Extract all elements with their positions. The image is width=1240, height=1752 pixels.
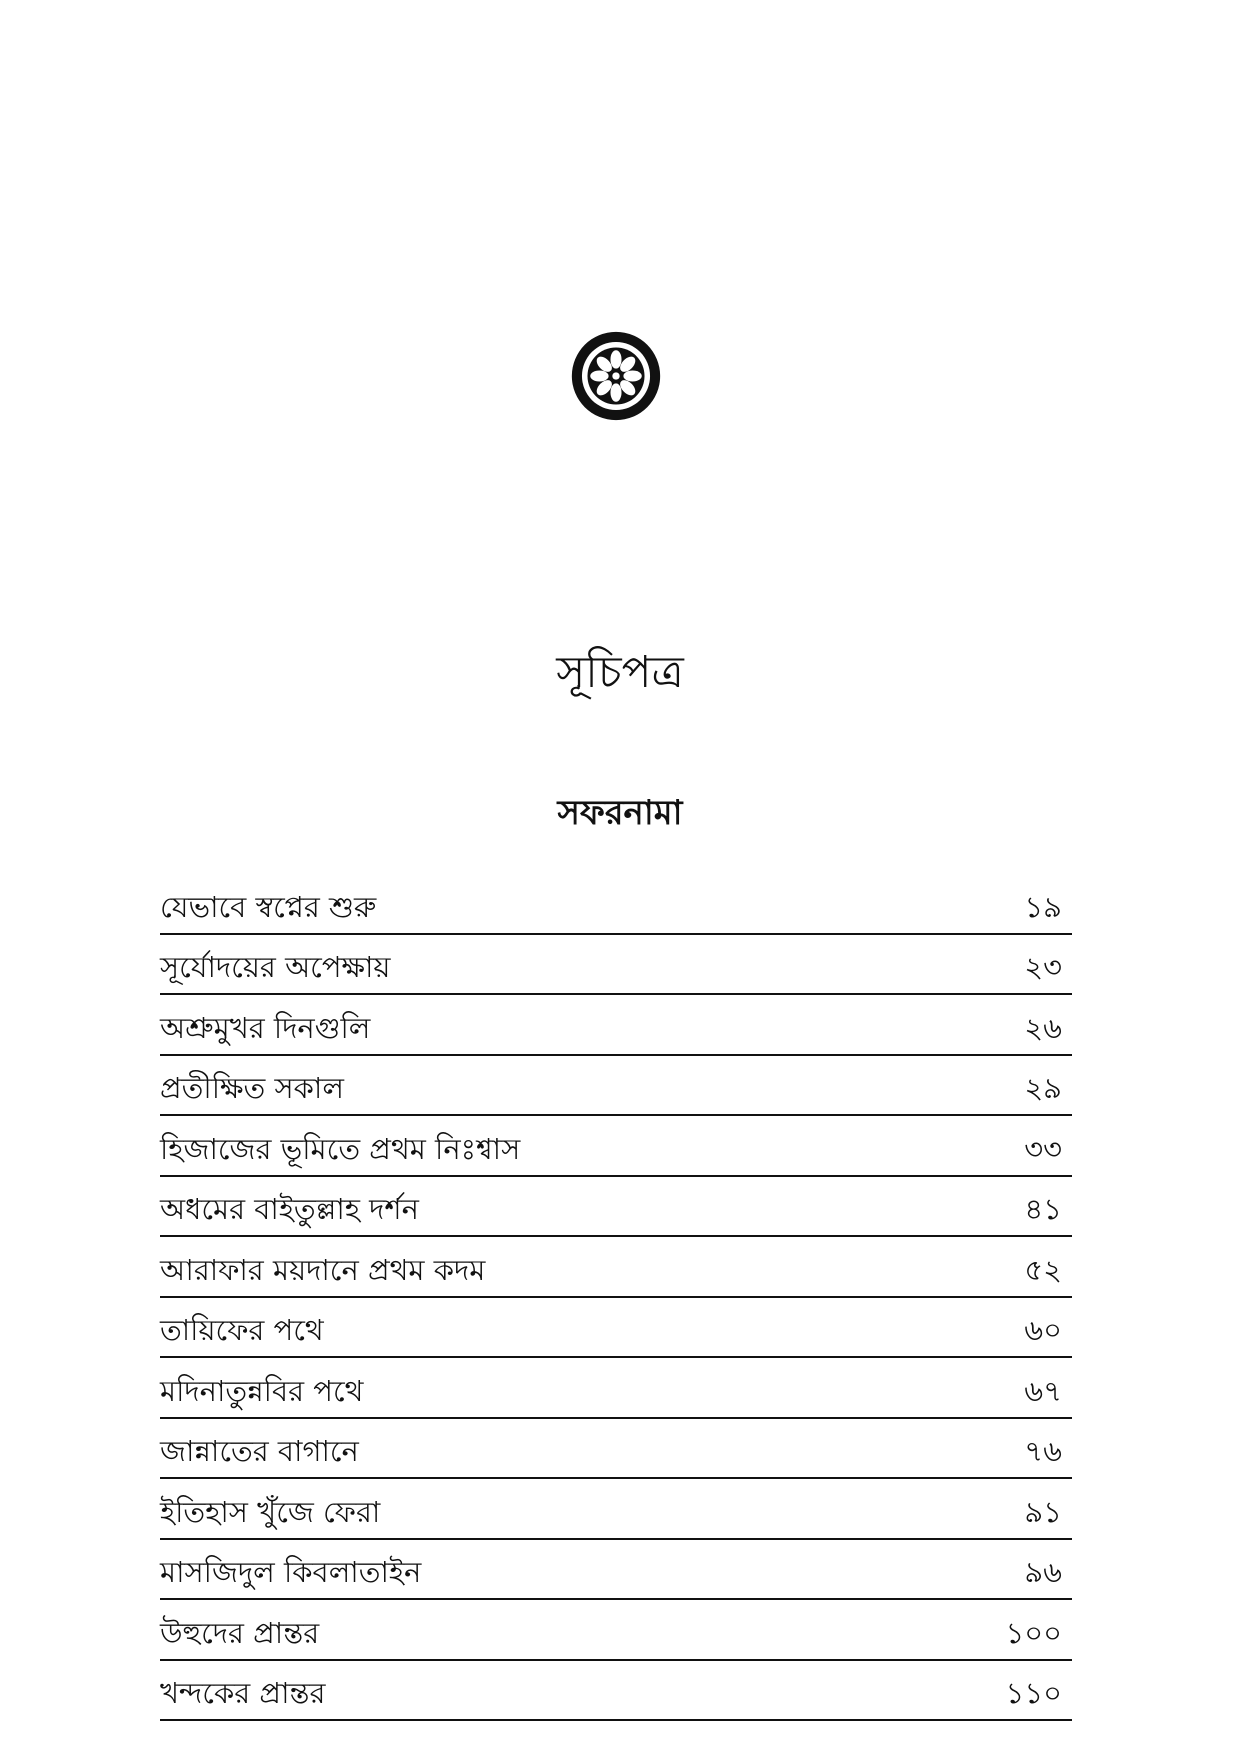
- toc-entry-page: ১৯: [1024, 889, 1062, 924]
- toc-entry-title: মাসজিদুল কিবলাতাইন: [160, 1555, 422, 1589]
- section-title: সফরনামা: [557, 793, 683, 833]
- toc-entry-page: ৯১: [1024, 1494, 1062, 1529]
- toc-entry-page: ২৯: [1024, 1071, 1062, 1105]
- toc-entry-title: সূর্যোদয়ের অপেক্ষায়: [160, 950, 391, 984]
- toc-entry: [160, 1177, 1072, 1238]
- toc-entry-page: ৩৩: [1024, 1131, 1062, 1166]
- toc-entry-page: ৬৭: [1024, 1373, 1062, 1408]
- toc-entry-page: ৭৬: [1024, 1434, 1062, 1468]
- toc-entry: [160, 995, 1072, 1056]
- toc-entry: [160, 1600, 1072, 1661]
- toc-entry: [160, 1056, 1072, 1117]
- toc-entry-title: হিজাজের ভূমিতে প্রথম নিঃশ্বাস: [160, 1131, 521, 1166]
- page-title: সূচিপত্র: [556, 647, 684, 698]
- toc-entry: [160, 874, 1072, 935]
- toc-entry: [160, 1358, 1072, 1419]
- toc-entry-title: উহুদের প্রান্তর: [160, 1615, 320, 1650]
- toc-entry: [160, 1661, 1072, 1722]
- flower-medallion-icon: [570, 330, 662, 422]
- toc-entry: [160, 1237, 1072, 1298]
- toc-entry-page: ৪১: [1024, 1192, 1062, 1226]
- toc-entry: [160, 1479, 1072, 1540]
- toc-entry-page: ২৬: [1024, 1010, 1062, 1045]
- toc-entry-title: অধমের বাইতুল্লাহ দর্শন: [160, 1192, 419, 1226]
- toc-entry-title: জান্নাতের বাগানে: [160, 1434, 359, 1468]
- toc-entry-title: যেভাবে স্বপ্নের শুরু: [160, 889, 377, 924]
- toc-entry-page: ৬০: [1024, 1313, 1062, 1347]
- toc-entry: [160, 1419, 1072, 1480]
- toc-entry: [160, 935, 1072, 996]
- toc-entry-page: ১১০: [1005, 1676, 1062, 1710]
- toc-entry: [160, 1116, 1072, 1177]
- table-of-contents: [160, 874, 1072, 1721]
- toc-entry-title: তায়িফের পথে: [160, 1313, 324, 1347]
- toc-entry-title: অশ্রুমুখর দিনগুলি: [160, 1010, 371, 1045]
- toc-entry-title: প্রতীক্ষিত সকাল: [160, 1071, 344, 1105]
- toc-entry-title: মদিনাতুন্নবির পথে: [160, 1373, 364, 1408]
- toc-entry: [160, 1298, 1072, 1359]
- toc-entry-title: খন্দকের প্রান্তর: [160, 1676, 326, 1710]
- toc-entry-title: আরাফার ময়দানে প্রথম কদম: [160, 1252, 486, 1287]
- toc-entry-title: ইতিহাস খুঁজে ফেরা: [160, 1494, 381, 1529]
- toc-entry-page: ২৩: [1024, 950, 1062, 984]
- toc-entry-page: ৫২: [1024, 1252, 1062, 1287]
- toc-entry-page: ১০০: [1005, 1615, 1062, 1650]
- toc-entry: [160, 1540, 1072, 1601]
- toc-entry-page: ৯৬: [1024, 1555, 1062, 1589]
